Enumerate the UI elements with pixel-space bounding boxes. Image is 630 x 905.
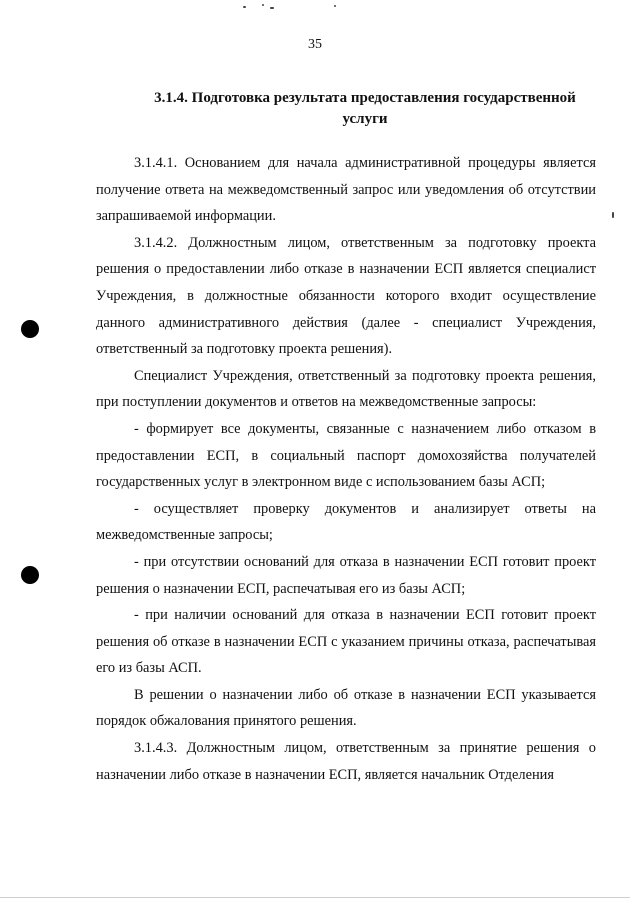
section-heading bbox=[120, 88, 610, 130]
scan-speck bbox=[262, 4, 264, 6]
page-bottom-edge bbox=[0, 897, 630, 898]
heading-line-2: услуги bbox=[342, 111, 388, 127]
document-body bbox=[96, 150, 596, 788]
binder-hole bbox=[21, 320, 39, 338]
paragraph-3-1-4-1: 3.1.4.1. Основанием для начала административной процедуры является получение ответа на межведомственный запрос или уведомления об отсутствии запрашиваемой информации. bbox=[96, 155, 596, 225]
list-item: - при наличии оснований для отказа в назначении ЕСП готовит проект решения об отказе в назначении ЕСП с указанием причины отказа, распечатывая его из базы АСП. bbox=[96, 607, 596, 677]
paragraph-appeal: В решении о назначении либо об отказе в назначении ЕСП указывается порядок обжалования принятого решения. bbox=[96, 686, 596, 730]
list-item: - при отсутствии оснований для отказа в назначении ЕСП готовит проект решения о назначении ЕСП, распечатывая его из базы АСП; bbox=[96, 553, 596, 597]
list-item: - осуществляет проверку документов и анализирует ответы на межведомственные запросы; bbox=[96, 500, 596, 544]
heading-line-1: 3.1.4. Подготовка результата предоставления государственной bbox=[154, 90, 576, 106]
scan-speck bbox=[243, 6, 246, 8]
paragraph-specialist: Специалист Учреждения, ответственный за подготовку проекта решения, при поступлении документов и ответов на межведомственные запросы: bbox=[96, 367, 596, 411]
binder-hole bbox=[21, 566, 39, 584]
paragraph-3-1-4-3: 3.1.4.3. Должностным лицом, ответственным за принятие решения о назначении либо отказе в назначении ЕСП, является начальник Отделения bbox=[96, 740, 596, 783]
scan-speck bbox=[270, 7, 274, 9]
page-number: 35 bbox=[308, 37, 322, 52]
scan-speck bbox=[334, 5, 336, 7]
scan-speck bbox=[612, 212, 614, 218]
paragraph-3-1-4-2: 3.1.4.2. Должностным лицом, ответственным за подготовку проекта решения о предоставлении либо отказе в назначении ЕСП является специалист Учреждения, в должностные обязанности которого входит осуществление данного административного действия (далее - специалист Учреждения, ответственный за подготовку проекта решения). bbox=[96, 234, 596, 358]
list-item: - формирует все документы, связанные с назначением либо отказом в предоставлении ЕСП, в социальный паспорт домохозяйства получателей государственных услуг в электронном виде с использованием базы АСП; bbox=[96, 420, 596, 491]
